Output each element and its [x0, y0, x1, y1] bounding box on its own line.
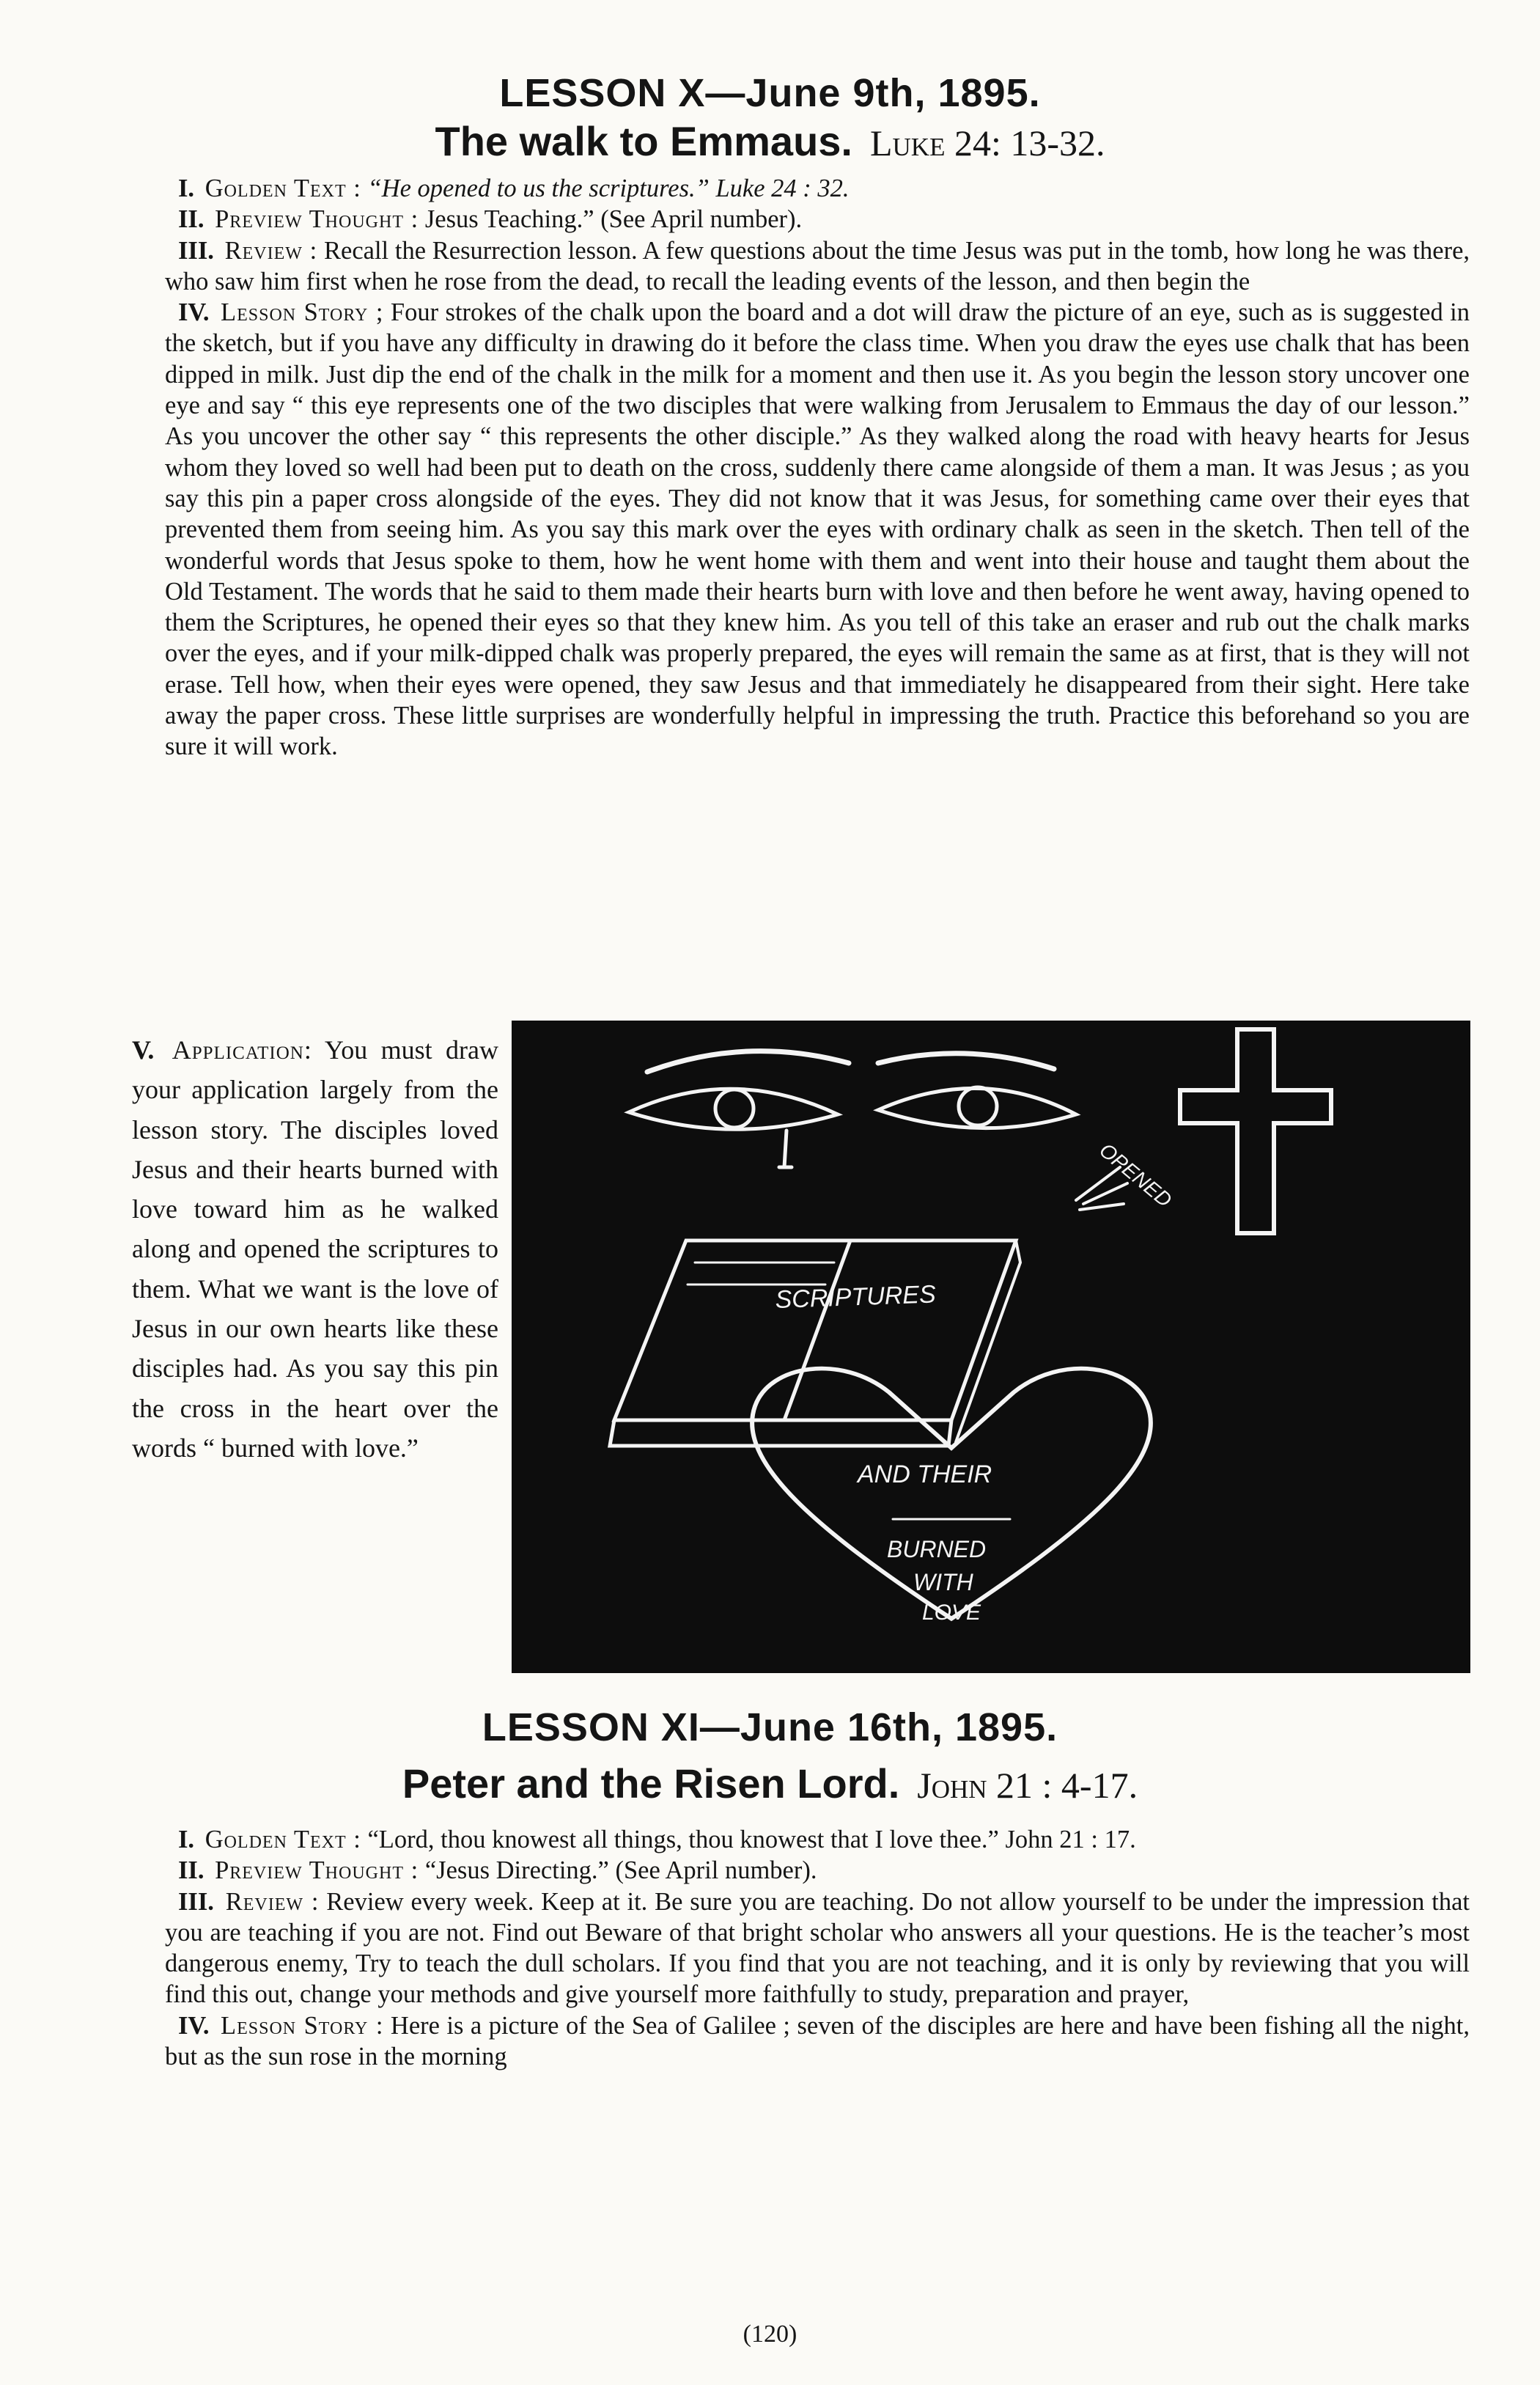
lesson-11-golden-text [165, 1824, 1470, 1855]
lesson-11-title: Peter and the Risen Lord. [402, 1760, 900, 1807]
preview-text: “Jesus Directing.” (See April number). [424, 1856, 817, 1885]
lesson-11-heading: LESSON XI—June 16th, 1895. [482, 1705, 1058, 1749]
lesson-10-title-line [0, 117, 1540, 165]
review-label: Review : [225, 1887, 320, 1916]
review-text: Review every week. Keep at it. Be sure you are teaching. Do not allow yourself to be under the impression that you are teaching if you are not. Find out Beware of that bright scholar who answers all your questions. He is the teacher’s most dangerous enemy, Try to teach the dull scholars. If you find that you are not teaching, and it is only by reviewing that you will find this out, change your methods and give yourself more faithfully to study, preparation and prayer, [165, 1887, 1470, 2009]
review-number: III. [178, 236, 214, 265]
lesson-10-story [165, 297, 1470, 762]
application-number: V. [132, 1035, 155, 1065]
cross-icon [1180, 1029, 1331, 1233]
story-label: Lesson Story : [221, 2011, 384, 2040]
word-love: LOVE [922, 1601, 981, 1625]
story-label: Lesson Story ; [221, 298, 384, 327]
lesson-10-preview [165, 204, 1470, 235]
lesson-11-title-line [0, 1760, 1540, 1807]
lesson-10-reference: Luke 24: 13-32. [869, 122, 1105, 163]
open-book-icon [614, 1241, 1016, 1420]
golden-text-number: I. [178, 1826, 195, 1853]
page-number: (120) [743, 2320, 797, 2348]
lesson-11-preview [165, 1855, 1470, 1886]
golden-text-label: Golden Text : [205, 174, 361, 202]
application-label: Application: [172, 1035, 312, 1065]
blackboard-drawing [512, 1021, 1470, 1673]
lesson-10-review [165, 235, 1470, 298]
story-number: IV. [178, 2011, 210, 2040]
review-number: III. [178, 1887, 214, 1916]
review-label: Review : [224, 236, 318, 265]
lesson-10-application [132, 1030, 498, 1468]
golden-text-text: “Lord, thou knowest all things, thou knowest that I love thee.” John 21 : 17. [367, 1826, 1136, 1853]
left-eye-icon [629, 1089, 838, 1129]
tear-icon [779, 1131, 792, 1167]
right-eye-icon [878, 1088, 1076, 1128]
preview-text: Jesus Teaching.” (See April number). [424, 205, 803, 234]
lesson-10-heading: LESSON X—June 9th, 1895. [499, 71, 1041, 115]
word-opened: OPENED [1095, 1138, 1176, 1212]
word-burned: BURNED [887, 1536, 987, 1562]
lesson-11-body [165, 1824, 1470, 2072]
preview-number: II. [178, 1856, 205, 1885]
lesson-11-review [165, 1886, 1470, 2010]
story-text: Four strokes of the chalk upon the board and a dot will draw the picture of an eye, such as is suggested in the sketch, but if you have any difficulty in drawing do it before the class time. When you draw the eyes use chalk that has been dipped in milk. Just dip the end of the chalk in the milk for a moment and then use it. As you begin the lesson story uncover one eye and say “ this eye represents one of the two disciples that were walking from Jerusalem to Emmaus the day of our lesson.” As you uncover the other say “ this represents the other disciple.” As they walked along the road with heavy hearts for Jesus whom they loved so well had been put to death on the cross, suddenly there came alongside of them a man. It was Jesus ; as you say this pin a paper cross alongside of the eyes. They did not know that it was Jesus, for something came over their eyes that prevented them from seeing him. As you say this mark over the eyes with ordinary chalk as seen in the sketch. Then tell of the wonderful words that Jesus spoke to them, how he went home with them and went into their house and taught them about the Old Testament. The words that he said to them made their hearts burn with love and then before he went away, having opened to them the Scriptures, he opened their eyes so that they knew him. As you tell of this take an eraser and rub out the chalk marks over the eyes, and if your milk-dipped chalk was properly prepared, the eyes will remain the same as at first, that is they will not erase. Tell how, when their eyes were opened, they saw Jesus and that immediately he disappeared from their sight. Here take away the paper cross. These little surprises are wonderfully helpful in impressing the truth. Practice this beforehand so you are sure it will work. [165, 298, 1470, 761]
story-text: Here is a picture of the Sea of Galilee ; seven of the disciples are here and have been fishing all the night, but as the sun rose in the morning [165, 2011, 1470, 2071]
story-number: IV. [178, 298, 210, 327]
golden-text-text: “He opened to us the scriptures.” Luke 24 : 32. [367, 174, 850, 202]
lesson-11-reference: John 21 : 4-17. [917, 1765, 1138, 1806]
preview-number: II. [178, 205, 205, 234]
review-text: Recall the Resurrection lesson. A few questions about the time Jesus was put in the tomb, how long he was there, who saw him first when he rose from the dead, to recall the leading events of the lesson, and then begin the [165, 236, 1470, 295]
golden-text-number: I. [178, 174, 195, 202]
golden-text-label: Golden Text : [205, 1826, 361, 1853]
preview-label: Preview Thought : [215, 205, 419, 234]
right-eyebrow-icon [878, 1054, 1054, 1069]
preview-label: Preview Thought : [215, 1856, 419, 1885]
lesson-10-body [165, 173, 1470, 762]
word-scriptures: SCRIPTURES [774, 1280, 937, 1314]
lesson-10-golden-text [165, 173, 1470, 204]
word-and-their: AND THEIR [858, 1460, 992, 1488]
blackboard-illustration [512, 1021, 1470, 1673]
left-eyebrow-icon [647, 1051, 849, 1072]
lesson-10-title: The walk to Emmaus. [435, 118, 852, 164]
application-text: You must draw your application largely from the lesson story. The disciples loved Jesus and their hearts burned with love toward him as he walked along and opened the scriptures to them. What we want is the love of Jesus in our own hearts like these disciples had. As you say this pin the cross in the heart over the words “ burned with love.” [132, 1035, 499, 1463]
lesson-11-story [165, 2010, 1470, 2073]
word-with: WITH [913, 1569, 973, 1595]
